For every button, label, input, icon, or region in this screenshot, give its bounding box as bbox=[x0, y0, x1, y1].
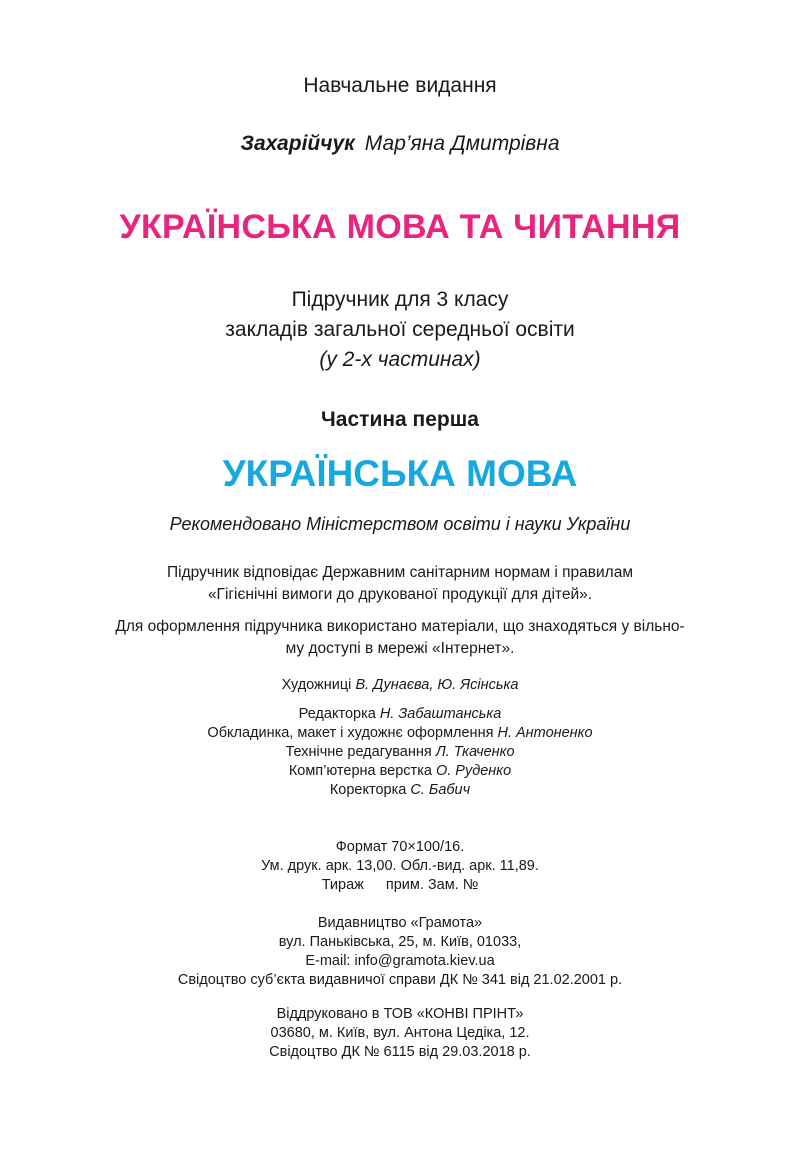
author-surname: Захарійчук bbox=[240, 132, 355, 155]
printer-certificate: Свідоцтво ДК № 6115 від 29.03.2018 р. bbox=[269, 1044, 531, 1060]
credit-editor bbox=[0, 706, 800, 722]
part-label: Частина перша bbox=[321, 408, 479, 431]
subtitle-line-3: (у 2-х частинах) bbox=[319, 348, 481, 371]
sanitary-note-line-2: «Гігієнічні вимоги до друкованої продукції для дітей». bbox=[207, 586, 593, 603]
internet-note-line-2: му доступі в мережі «Інтернет». bbox=[285, 640, 515, 657]
internet-note-line-1: Для оформлення підручника використано матеріали, що знаходяться у вільно- bbox=[115, 618, 685, 635]
print-run-label: Тираж bbox=[321, 877, 364, 893]
order-label: прим. Зам. № bbox=[385, 877, 479, 893]
subtitle-line-2: закладів загальної середньої освіти bbox=[225, 318, 575, 341]
credit-cover bbox=[0, 725, 800, 741]
credit-role: Редакторка bbox=[298, 706, 376, 722]
credit-name: В. Дунаєва, Ю. Ясінська bbox=[355, 677, 519, 693]
credit-role: Обкладинка, макет і художнє оформлення bbox=[207, 725, 494, 741]
part-title: УКРАЇНСЬКА МОВА bbox=[222, 453, 578, 494]
credit-name: О. Руденко bbox=[435, 763, 512, 779]
printer-name: Віддруковано в ТОВ «КОНВІ ПРІНТ» bbox=[276, 1006, 524, 1022]
subtitle-line-1: Підручник для 3 класу bbox=[291, 288, 509, 311]
publisher-email: E-mail: info@gramota.kiev.ua bbox=[305, 953, 495, 969]
credit-tech-editing bbox=[0, 744, 800, 760]
format-line-2: Ум. друк. арк. 13,00. Обл.-вид. арк. 11,89. bbox=[261, 858, 539, 874]
publisher-name: Видавництво «Грамота» bbox=[317, 915, 483, 931]
author-given-names: Мар’яна Дмитрівна bbox=[364, 132, 560, 155]
credit-proofreader bbox=[0, 782, 800, 798]
format-line-1: Формат 70×100/16. bbox=[335, 839, 465, 855]
sanitary-note-line-1: Підручник відповідає Державним санітарним нормам і правилам bbox=[167, 564, 633, 581]
credit-name: Л. Ткаченко bbox=[435, 744, 515, 760]
credit-role: Технічне редагування bbox=[285, 744, 432, 760]
author bbox=[0, 132, 800, 156]
credit-name: Н. Забаштанська bbox=[379, 706, 502, 722]
credit-role: Комп’ютерна верстка bbox=[288, 763, 432, 779]
credit-role: Художниці bbox=[281, 677, 352, 693]
credit-name: Н. Антоненко bbox=[497, 725, 593, 741]
publisher-certificate: Свідоцтво суб’єкта видавничої справи ДК № 341 від 21.02.2001 р. bbox=[177, 972, 623, 988]
edition-type: Навчальне видання bbox=[303, 74, 497, 97]
credit-role: Коректорка bbox=[329, 782, 407, 798]
credit-layout bbox=[0, 763, 800, 779]
publisher-address: вул. Паньківська, 25, м. Київ, 01033, bbox=[278, 934, 522, 950]
recommendation: Рекомендовано Міністерством освіти і науки України bbox=[169, 514, 631, 534]
credit-name: С. Бабич bbox=[410, 782, 471, 798]
book-title: УКРАЇНСЬКА МОВА ТА ЧИТАННЯ bbox=[119, 208, 681, 246]
credit-artists bbox=[0, 677, 800, 693]
format-line-3 bbox=[0, 877, 800, 893]
printer-address: 03680, м. Київ, вул. Антона Цедіка, 12. bbox=[270, 1025, 530, 1041]
